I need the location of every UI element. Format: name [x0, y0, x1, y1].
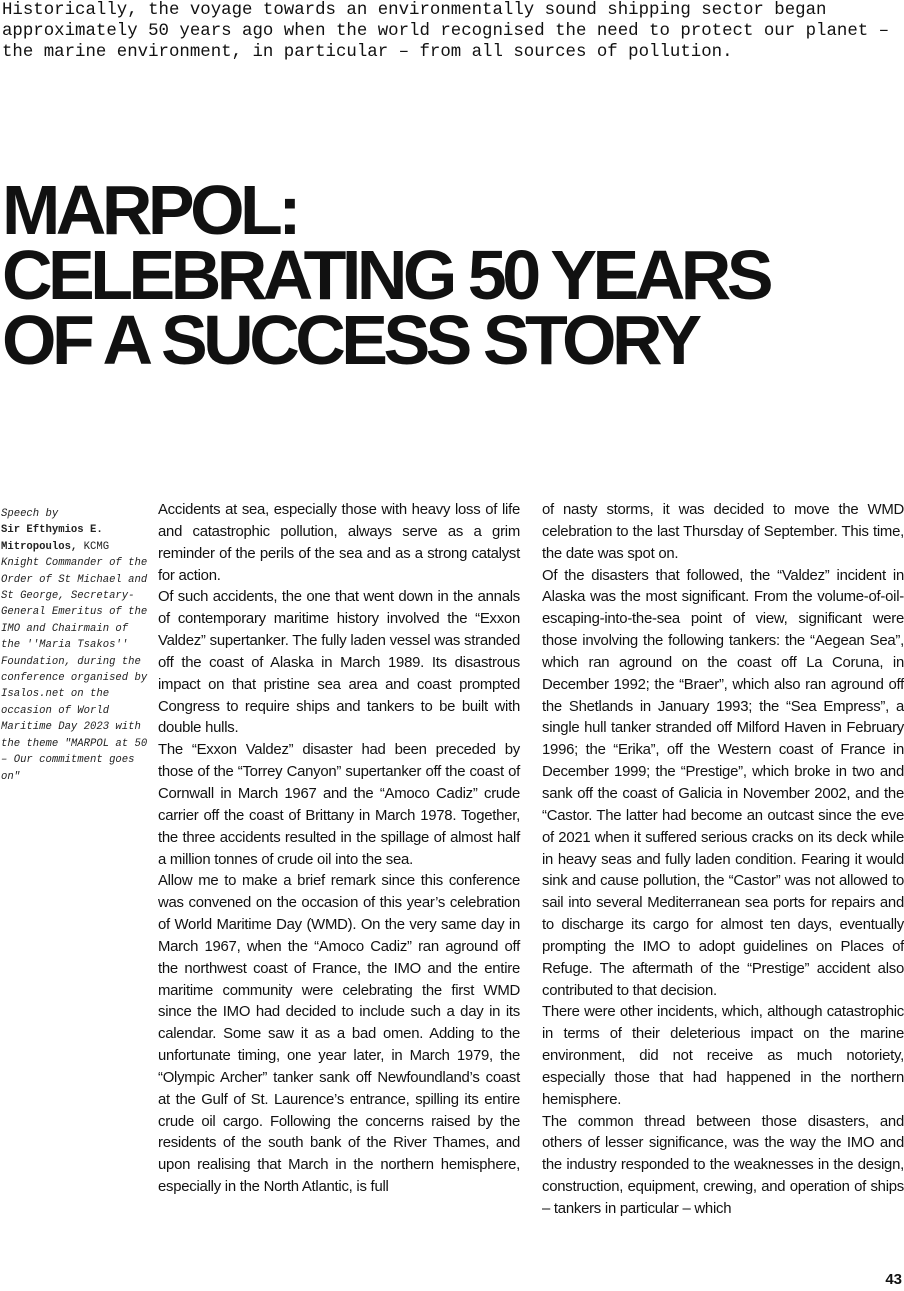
page-number: 43: [885, 1271, 902, 1288]
paragraph: Accidents at sea, especially those with heavy loss of life and catastrophic pollution, always serve as a grim reminder of the perils of the sea and as a strong catalyst for action.: [158, 502, 520, 584]
credit-lead: Speech by: [1, 508, 59, 520]
intro-text: Historically, the voyage towards an environmentally sound shipping sector began approximately 50 years ago when the world recognised the need to protect our planet – the marine environment, in particular – from all sources of pollution.: [2, 1, 890, 62]
paragraph: Of such accidents, the one that went down in the annals of contemporary maritime history involved the “Exxon Valdez” supertanker. The fully laden vessel was stranded off the coast of Alaska in March 1989. Its disastrous impact on that pristine sea area and coast prompted Congress to require ships and tankers to be built with double hulls.: [158, 589, 520, 737]
title-line-1: MARPOL:: [2, 171, 298, 249]
paragraph: Of the disasters that followed, the “Valdez” incident in Alaska was the most significant. From the volume-of-oil-escaping-into-the-sea point of view, significant were those involving the following tankers: the “Aegean Sea”, which ran aground on the coast off La Coruna, in December 1992; the “Braer”, which also ran aground off the Shetlands in January 1993; the “Sea Empress”, a single hull tanker stranded off Milford Haven in February 1996; the “Erika”, off the Western coast of France in December 1999; the “Prestige”, which broke in two and sank off the coast of Galicia in November 2002, and the “Castor. The latter had become an outcast since the eve of 2021 when it suffered serious cracks on its deck while in heavy seas and fully laden condition. Fearing it would sink and cause pollution, the “Castor” was not allowed to sail into several Mediterranean sea ports for repairs and to discharge its cargo for almost ten days, eventually prompting the IMO to adopt guidelines on Places of Refuge. The aftermath of the “Prestige” accident also contributed to that decision.: [542, 567, 904, 999]
credit-description: Knight Commander of the Order of St Michael and St George, Secretary-General Emeritus of the IMO and Chairmain of the ''Maria Tsakos'' Foundation, during the conference organised by Isalos.net on the occasion of World Maritime Day 2023 with the theme "MARPOL at 50 – Our commitment goes on": [1, 557, 148, 783]
article-title: [2, 171, 902, 379]
paragraph: The “Exxon Valdez” disaster had been preceded by those of the “Torrey Canyon” supertanker off the coast of Cornwall in March 1967 and the “Amoco Cadiz” crude carrier off the coast of Brittany in March 1978. Together, the three accidents resulted in the spillage of almost half a million tonnes of crude oil into the sea.: [158, 742, 520, 868]
speaker-name: Sir Efthymios E. Mitropoulos,: [1, 524, 103, 553]
paragraph: The common thread between those disasters, and others of lesser significance, was the way the IMO and the industry responded to the weaknesses in the design, construction, equipment, crewing, and operation of ships – tankers in particular – which: [542, 1113, 904, 1217]
title-line-2: CELEBRATING 50 YEARS: [2, 236, 770, 314]
paragraph: Allow me to make a brief remark since this conference was convened on the occasion of this year’s celebration of World Maritime Day (WMD). On the very same day in March 1967, when the “Amoco Cadiz” ran aground off the northwest coast of France, the IMO and the entire maritime community were celebrating the first WMD since the IMO had decided to include such a day in its calendar. Some saw it as a bad omen. Adding to the unfortunate timing, one year later, in March 1979, the “Olympic Archer” tanker sank off Newfoundland’s coast at the Gulf of St. Laurence’s entrance, spilling its entire crude oil cargo. Following the concerns raised by the residents of the south bank of the River Thames, and upon realising that March in the northern hemisphere, especially in the North Atlantic, is full: [158, 873, 520, 1196]
body-column-2: [542, 500, 904, 1221]
speaker-honour: KCMG: [83, 540, 110, 553]
paragraph: of nasty storms, it was decided to move the WMD celebration to the last Thursday of September. This time, the date was spot on.: [542, 502, 904, 562]
body-column-1: [158, 500, 520, 1199]
paragraph: There were other incidents, which, although catastrophic in terms of their deleterious impact on the marine environment, did not receive as much notoriety, especially those that had happened in the northern hemisphere.: [542, 1004, 904, 1108]
title-line-3: OF A SUCCESS STORY: [2, 301, 698, 379]
speech-credit: [1, 506, 149, 785]
